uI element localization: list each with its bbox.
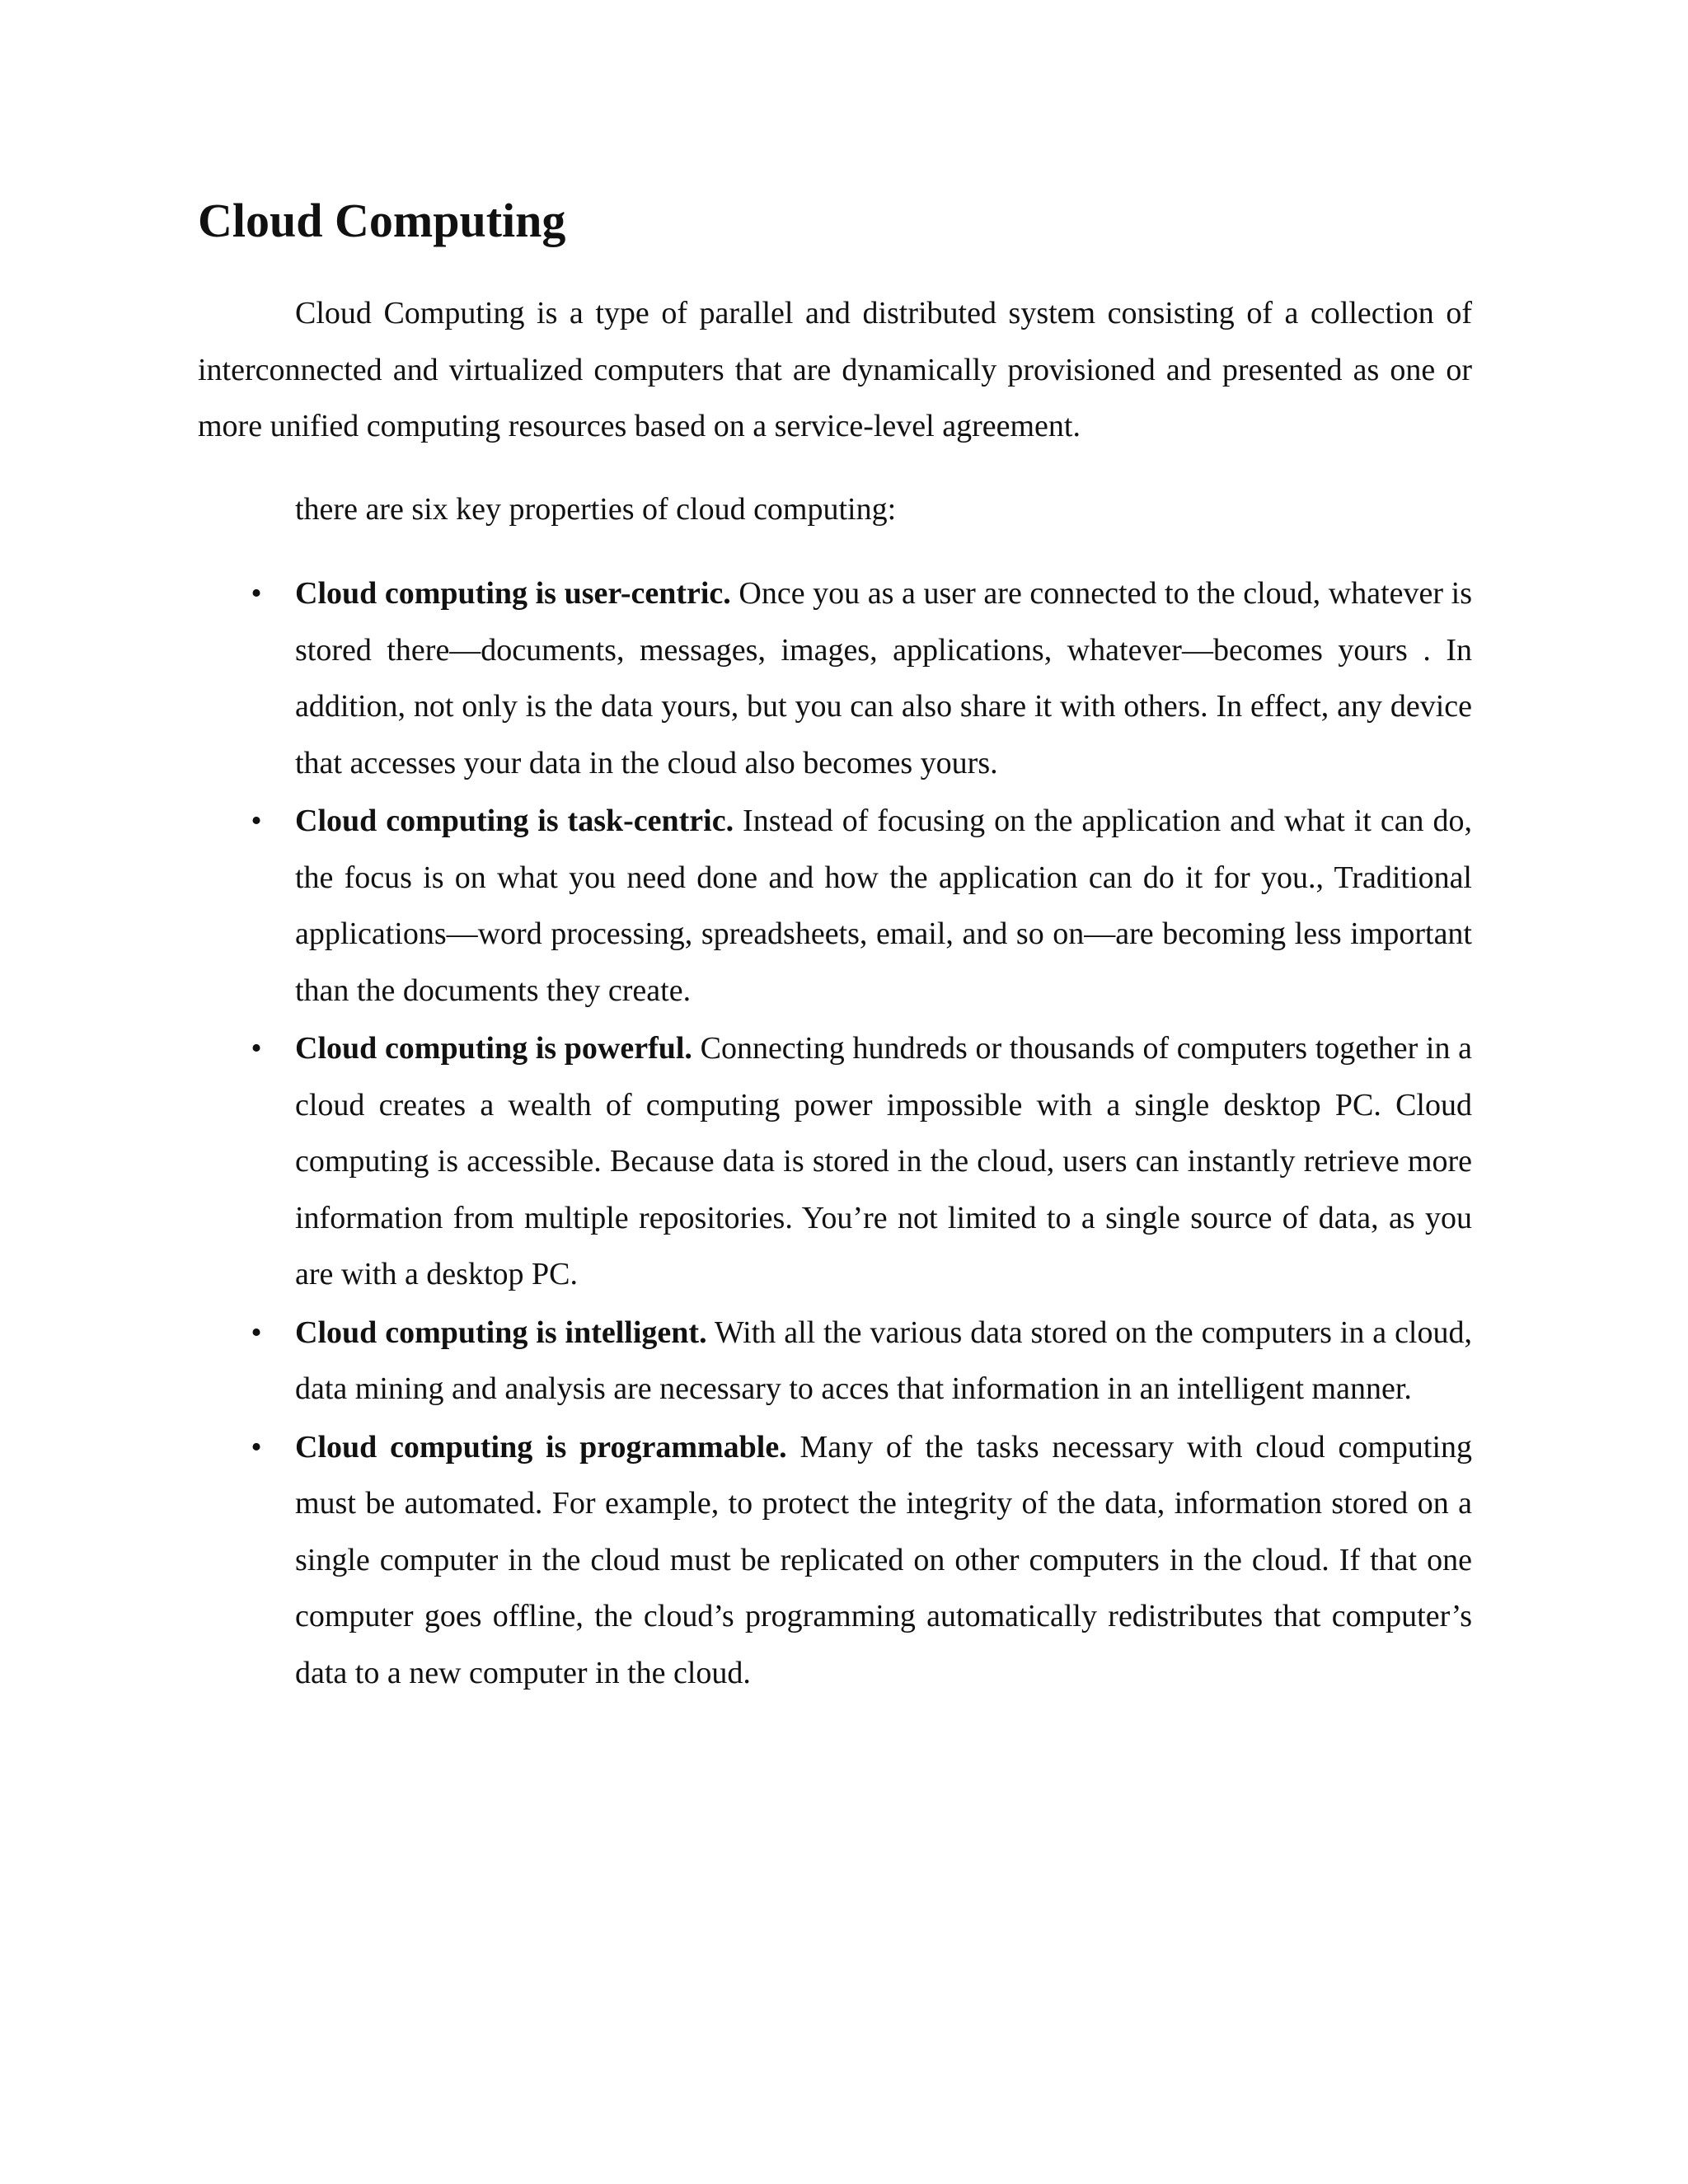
list-item-lead: Cloud computing is user-centric. — [295, 576, 731, 611]
list-item-lead: Cloud computing is powerful. — [295, 1031, 692, 1066]
list-item — [198, 793, 1472, 1019]
list-item-text — [295, 565, 1472, 791]
page-title: Cloud Computing — [198, 194, 566, 247]
bullet-icon: • — [251, 576, 262, 611]
list-item-lead: Cloud computing is task-centric. — [295, 804, 734, 838]
list-intro: there are six key properties of cloud computing: — [295, 491, 897, 527]
intro-paragraph: Cloud Computing is a type of parallel and distributed system consisting of a collection of interconnected and virtualized computers that are dynamically provisioned and presented as one or more unified computing resources based on a service-level agreement. — [198, 296, 1472, 443]
document-page — [198, 191, 1472, 1703]
list-item-body: With all the various data stored on the computers in a cloud, data mining and analysis are necessary to acces that information in an intelligent manner. — [295, 1315, 1472, 1406]
list-item-text — [295, 1419, 1472, 1702]
list-item-text — [295, 1020, 1472, 1303]
properties-list — [198, 565, 1472, 1701]
bullet-icon: • — [251, 1315, 262, 1350]
list-item — [198, 1305, 1472, 1418]
list-item-lead: Cloud computing is intelligent. — [295, 1315, 707, 1350]
bullet-icon: • — [251, 1429, 262, 1465]
bullet-icon: • — [251, 1031, 262, 1066]
list-item-body: Connecting hundreds or thousands of computers together in a cloud creates a wealth of computing power impossible with a single desktop PC. Cloud computing is accessible. Because data is stored in the cloud, users can instantly retrieve more information from multiple repositories. You’re not limited to a single source of data, as you are with a desktop PC. — [295, 1031, 1472, 1291]
list-item — [198, 1419, 1472, 1702]
list-item-lead: Cloud computing is programmable. — [295, 1429, 787, 1465]
list-item-body: Once you as a user are connected to the cloud, whatever is stored there—documents, messages, images, applications, whatever—becomes yours . In addition, not only is the data yours, but you can also share it with others. In effect, any device that accesses your data in the cloud also becomes yours. — [295, 576, 1472, 780]
list-item-body: Many of the tasks necessary with cloud computing must be automated. For example, to protect the integrity of the data, information stored on a single computer in the cloud must be replicated on other computers in the cloud. If that one computer goes offline, the cloud’s programming automatically redistributes that computer’s data to a new computer in the cloud. — [295, 1429, 1472, 1690]
list-item-text — [295, 793, 1472, 1019]
list-item — [198, 565, 1472, 791]
list-item — [198, 1020, 1472, 1303]
list-item-body: Instead of focusing on the application and what it can do, the focus is on what you need done and how the application can do it for you., Traditional applications—word processing, spreadsheets, email, and so on—are becoming less important than the documents they create. — [295, 804, 1472, 1008]
bullet-icon: • — [251, 804, 262, 838]
list-item-text — [295, 1305, 1472, 1418]
